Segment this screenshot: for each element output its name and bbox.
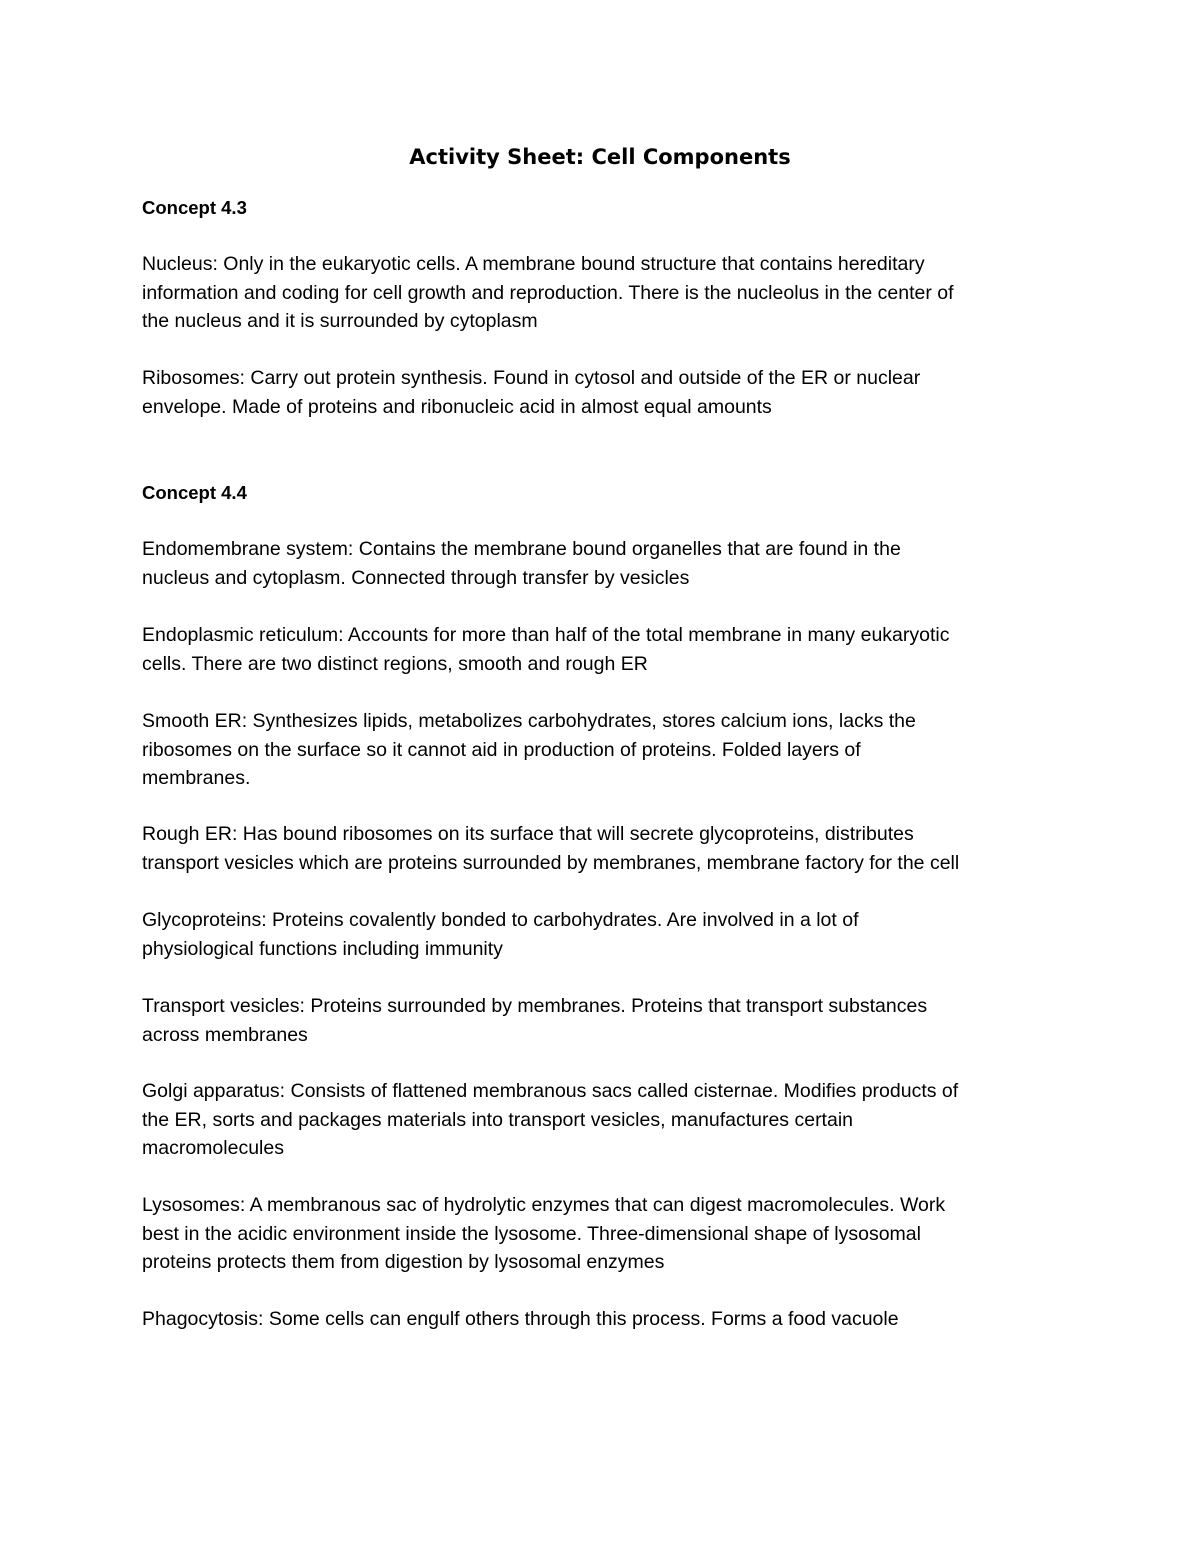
text-line: Glycoproteins: Proteins covalently bonded to carbohydrates. Are involved in a lot of [142,909,859,931]
section-heading-concept-4-4: Concept 4.4 [142,482,247,503]
page-title: Activity Sheet: Cell Components [409,145,791,169]
definition-lysosomes [142,1191,1062,1277]
text-line: Nucleus: Only in the eukaryotic cells. A membrane bound structure that contains hereditary [142,253,925,275]
definition-rough-er [142,820,1062,877]
text-line: physiological functions including immunity [142,937,503,960]
text-line: ribosomes on the surface so it cannot aid in production of proteins. Folded layers of [142,738,861,761]
definition-smooth-er [142,707,1062,793]
text-line: envelope. Made of proteins and ribonucleic acid in almost equal amounts [142,395,772,418]
definition-endoplasmic-reticulum [142,621,1062,678]
definition-phagocytosis [142,1305,1062,1334]
text-line: Phagocytosis: Some cells can engulf others through this process. Forms a food vacuole [142,1308,899,1330]
text-line: Lysosomes: A membranous sac of hydrolytic enzymes that can digest macromolecules. Work [142,1194,946,1216]
text-line: transport vesicles which are proteins surrounded by membranes, membrane factory for the cell [142,851,960,874]
text-line: Endomembrane system: Contains the membrane bound organelles that are found in the [142,538,901,560]
section-heading-concept-4-3: Concept 4.3 [142,197,247,218]
text-line: best in the acidic environment inside the lysosome. Three-dimensional shape of lysosomal [142,1222,921,1245]
text-line: the nucleus and it is surrounded by cytoplasm [142,310,538,333]
text-line: nucleus and cytoplasm. Connected through transfer by vesicles [142,566,690,589]
text-line: Transport vesicles: Proteins surrounded by membranes. Proteins that transport substances [142,995,928,1017]
definition-golgi-apparatus [142,1077,1062,1163]
definition-endomembrane-system [142,535,1062,592]
text-line: proteins protects them from digestion by lysosomal enzymes [142,1251,665,1274]
definition-nucleus [142,250,1062,336]
text-line: Ribosomes: Carry out protein synthesis. Found in cytosol and outside of the ER or nuclear [142,367,921,389]
text-line: across membranes [142,1023,308,1046]
definition-transport-vesicles [142,992,1062,1049]
definition-ribosomes [142,364,1062,421]
text-line: Smooth ER: Synthesizes lipids, metabolizes carbohydrates, stores calcium ions, lacks the [142,710,916,732]
text-line: cells. There are two distinct regions, smooth and rough ER [142,652,648,675]
text-line: information and coding for cell growth and reproduction. There is the nucleolus in the center of [142,281,954,304]
text-line: Golgi apparatus: Consists of flattened membranous sacs called cisternae. Modifies products of [142,1080,959,1102]
text-line: Rough ER: Has bound ribosomes on its surface that will secrete glycoproteins, distributes [142,823,914,845]
definition-glycoproteins [142,906,1062,963]
text-line: Endoplasmic reticulum: Accounts for more than half of the total membrane in many eukaryotic [142,624,950,646]
text-line: membranes. [142,767,251,790]
text-line: the ER, sorts and packages materials into transport vesicles, manufactures certain [142,1108,853,1131]
text-line: macromolecules [142,1137,284,1160]
